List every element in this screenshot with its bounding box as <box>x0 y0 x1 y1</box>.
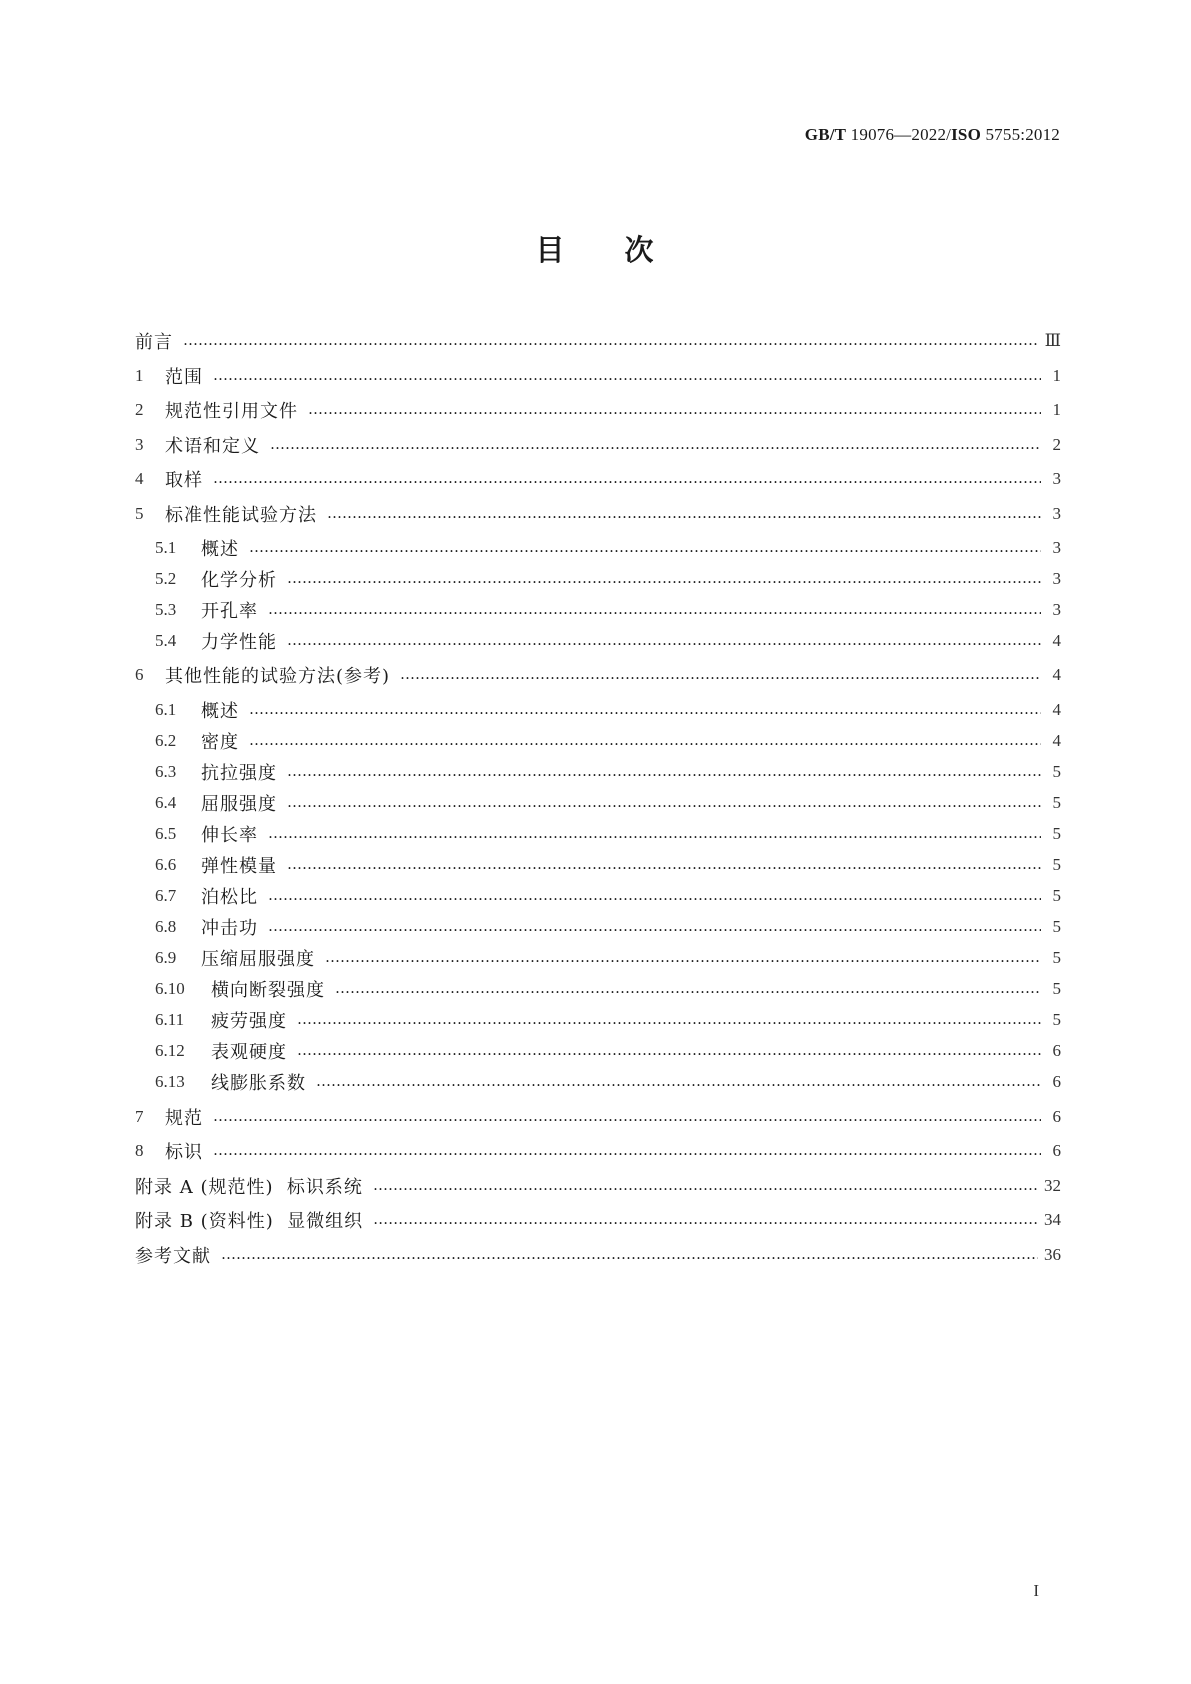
toc-entry-6-1[interactable] <box>135 697 1061 723</box>
toc-entry-2[interactable] <box>135 397 1061 423</box>
toc-entry-label: 化学分析 <box>201 570 277 591</box>
toc-leader-dots <box>308 397 1041 423</box>
toc-entry-label: 弹性模量 <box>201 856 277 877</box>
toc-entry-number: 5.2 <box>155 569 177 588</box>
toc-entry-3[interactable] <box>135 432 1061 458</box>
toc-entry-number: 6.10 <box>155 979 185 998</box>
toc-entry-7[interactable] <box>135 1104 1061 1130</box>
toc-leader-dots <box>335 976 1041 1002</box>
toc-entry-page: 3 <box>1052 504 1061 523</box>
toc-entry-page: 3 <box>1052 569 1061 588</box>
toc-entry-label: 术语和定义 <box>165 436 260 457</box>
toc-leader-dots <box>373 1207 1038 1233</box>
toc-leader-dots <box>270 432 1041 458</box>
toc-entry-number: 6.8 <box>155 917 177 936</box>
toc-leader-dots <box>249 728 1041 754</box>
toc-entry-label: 力学性能 <box>201 632 277 653</box>
toc-entry-label: 规范 <box>165 1108 203 1129</box>
toc-entry-number: 6.4 <box>155 793 177 812</box>
toc-leader-dots <box>213 1104 1041 1130</box>
toc-entry-page: 34 <box>1044 1210 1061 1229</box>
toc-entry-5-4[interactable] <box>135 628 1061 654</box>
toc-entry-page: 32 <box>1044 1176 1061 1195</box>
toc-entry-number: 4 <box>135 469 144 488</box>
toc-entry-4[interactable] <box>135 466 1061 492</box>
toc-entry-label: 标准性能试验方法 <box>165 505 317 526</box>
toc-entry-number: 6.9 <box>155 948 177 967</box>
toc-entry-number: 6.2 <box>155 731 177 750</box>
toc-entry-label: 线膨胀系数 <box>211 1073 306 1094</box>
toc-entry-label: 屈服强度 <box>201 794 277 815</box>
toc-entry-label: 规范性引用文件 <box>165 401 298 422</box>
page-number: I <box>1033 1581 1039 1600</box>
toc-entry-5[interactable] <box>135 501 1061 527</box>
toc-entry-6-5[interactable] <box>135 821 1061 847</box>
toc-entry-label: 伸长率 <box>201 825 258 846</box>
toc-entry-number: 6.11 <box>155 1010 185 1029</box>
toc-entry-6-2[interactable] <box>135 728 1061 754</box>
toc-leader-dots <box>316 1069 1041 1095</box>
toc-entry-label: 参考文献 <box>135 1246 211 1267</box>
toc-leader-dots <box>287 852 1041 878</box>
toc-entry-label: 压缩屈服强度 <box>201 949 315 970</box>
toc-leader-dots <box>287 628 1041 654</box>
toc-entry-page: 2 <box>1052 435 1061 454</box>
toc-entry-label: 标识 <box>165 1142 203 1163</box>
toc-entry-6-8[interactable] <box>135 914 1061 940</box>
toc-leader-dots <box>213 363 1041 389</box>
toc-leader-dots <box>213 1138 1041 1164</box>
toc-entry-number: 6.13 <box>155 1072 185 1091</box>
toc-entry-page: 4 <box>1052 731 1061 750</box>
toc-entry-label: 泊松比 <box>201 887 258 908</box>
standard-code-gbt: GB/T <box>804 125 847 144</box>
toc-leader-dots <box>287 759 1041 785</box>
toc-entry-page: 4 <box>1052 665 1061 684</box>
toc-entry-number: 7 <box>135 1107 144 1126</box>
toc-entry-number: 1 <box>135 366 144 385</box>
toc-entry-6-12[interactable] <box>135 1038 1061 1064</box>
toc-entry-page: Ⅲ <box>1044 331 1061 350</box>
toc-entry-6-9[interactable] <box>135 945 1061 971</box>
toc-entry-6-4[interactable] <box>135 790 1061 816</box>
toc-entry-number: 6.7 <box>155 886 177 905</box>
toc-entry-page: 5 <box>1052 948 1061 967</box>
toc-entry-page: 3 <box>1052 538 1061 557</box>
toc-entry-number: 6.1 <box>155 700 177 719</box>
toc-entry-number: 2 <box>135 400 144 419</box>
toc-entry-6-10[interactable] <box>135 976 1061 1002</box>
toc-entry-page: 5 <box>1052 762 1061 781</box>
toc-entry-number: 6.3 <box>155 762 177 781</box>
toc-entry-5-2[interactable] <box>135 566 1061 592</box>
toc-entry-label: 前言 <box>135 332 173 353</box>
toc-entry-6-13[interactable] <box>135 1069 1061 1095</box>
toc-entry-number: 6 <box>135 665 144 684</box>
toc-entry-6-3[interactable] <box>135 759 1061 785</box>
standard-code-iso: ISO <box>951 125 982 144</box>
toc-entry-page: 5 <box>1052 855 1061 874</box>
toc-leader-dots <box>221 1242 1038 1268</box>
toc-entry-5-3[interactable] <box>135 597 1061 623</box>
toc-entry-page: 4 <box>1052 700 1061 719</box>
toc-leader-dots <box>327 501 1041 527</box>
toc-leader-dots <box>268 821 1041 847</box>
toc-entry-number: 5.1 <box>155 538 177 557</box>
toc-entry-page: 5 <box>1052 824 1061 843</box>
toc-entry-label: 其他性能的试验方法(参考) <box>165 666 391 687</box>
page-title-char-2: 次 <box>624 233 656 267</box>
toc-entry-foreword[interactable] <box>135 328 1061 354</box>
standard-code <box>805 125 1060 145</box>
toc-entry-number: 5 <box>135 504 144 523</box>
toc-entry-label: 抗拉强度 <box>201 763 277 784</box>
toc-entry-label: 表观硬度 <box>211 1042 287 1063</box>
toc-entry-page: 6 <box>1052 1107 1061 1126</box>
toc-entry-label: 附录 A (规范性) 标识系统 <box>135 1177 363 1198</box>
toc-entry-label: 范围 <box>165 367 203 388</box>
toc-entry-page: 6 <box>1052 1141 1061 1160</box>
toc-entry-annex-b[interactable] <box>135 1207 1061 1233</box>
toc-leader-dots <box>297 1038 1041 1064</box>
toc-leader-dots <box>297 1007 1041 1033</box>
toc-entry-bibliography[interactable] <box>135 1242 1061 1268</box>
toc-entry-page: 36 <box>1044 1245 1061 1264</box>
toc-leader-dots <box>213 466 1041 492</box>
toc-leader-dots <box>400 662 1041 688</box>
toc-entry-page: 6 <box>1052 1072 1061 1091</box>
page-title-char-1: 目 <box>535 233 567 267</box>
toc-entry-label: 取样 <box>165 470 203 491</box>
toc-entry-label: 疲劳强度 <box>211 1011 287 1032</box>
toc-entry-label: 横向断裂强度 <box>211 980 325 1001</box>
toc-entry-label: 概述 <box>201 539 239 560</box>
toc-entry-number: 5.3 <box>155 600 177 619</box>
toc-entry-label: 密度 <box>201 732 239 753</box>
toc-entry-page: 5 <box>1052 793 1061 812</box>
toc-entry-page: 5 <box>1052 917 1061 936</box>
toc-leader-dots <box>268 883 1041 909</box>
page-title <box>0 228 1191 269</box>
toc-leader-dots <box>287 566 1041 592</box>
toc-entry-number: 6.12 <box>155 1041 185 1060</box>
toc-leader-dots <box>373 1173 1038 1199</box>
toc-leader-dots <box>249 535 1041 561</box>
toc-entry-6[interactable] <box>135 662 1061 688</box>
standard-code-number: 19076—2022/ <box>846 125 952 144</box>
toc-leader-dots <box>268 914 1041 940</box>
toc-entry-number: 6.6 <box>155 855 177 874</box>
toc-entry-number: 5.4 <box>155 631 177 650</box>
standard-code-iso-number: 5755:2012 <box>981 125 1060 144</box>
toc-entry-8[interactable] <box>135 1138 1061 1164</box>
toc-entry-label: 附录 B (资料性) 显微组织 <box>135 1211 364 1232</box>
toc-leader-dots <box>249 697 1041 723</box>
toc-entry-page: 3 <box>1052 600 1061 619</box>
toc-leader-dots <box>268 597 1041 623</box>
toc-entry-number: 3 <box>135 435 144 454</box>
toc-entry-label: 冲击功 <box>201 918 258 939</box>
toc-leader-dots <box>325 945 1041 971</box>
toc-entry-page: 3 <box>1052 469 1061 488</box>
toc-entry-number: 6.5 <box>155 824 177 843</box>
toc-entry-5-1[interactable] <box>135 535 1061 561</box>
toc-entry-page: 1 <box>1052 366 1061 385</box>
toc-entry-6-6[interactable] <box>135 852 1061 878</box>
toc-entry-label: 开孔率 <box>201 601 258 622</box>
toc-entry-page: 4 <box>1052 631 1061 650</box>
toc-entry-page: 5 <box>1052 886 1061 905</box>
toc-entry-6-7[interactable] <box>135 883 1061 909</box>
toc-leader-dots <box>183 328 1039 354</box>
toc-entry-page: 5 <box>1052 979 1061 998</box>
toc-entry-label: 概述 <box>201 701 239 722</box>
toc-entry-page: 1 <box>1052 400 1061 419</box>
toc-entry-number: 8 <box>135 1141 144 1160</box>
toc-leader-dots <box>287 790 1041 816</box>
toc-entry-annex-a[interactable] <box>135 1173 1061 1199</box>
toc-entry-1[interactable] <box>135 363 1061 389</box>
toc-entry-page: 5 <box>1052 1010 1061 1029</box>
toc-entry-6-11[interactable] <box>135 1007 1061 1033</box>
toc-entry-page: 6 <box>1052 1041 1061 1060</box>
